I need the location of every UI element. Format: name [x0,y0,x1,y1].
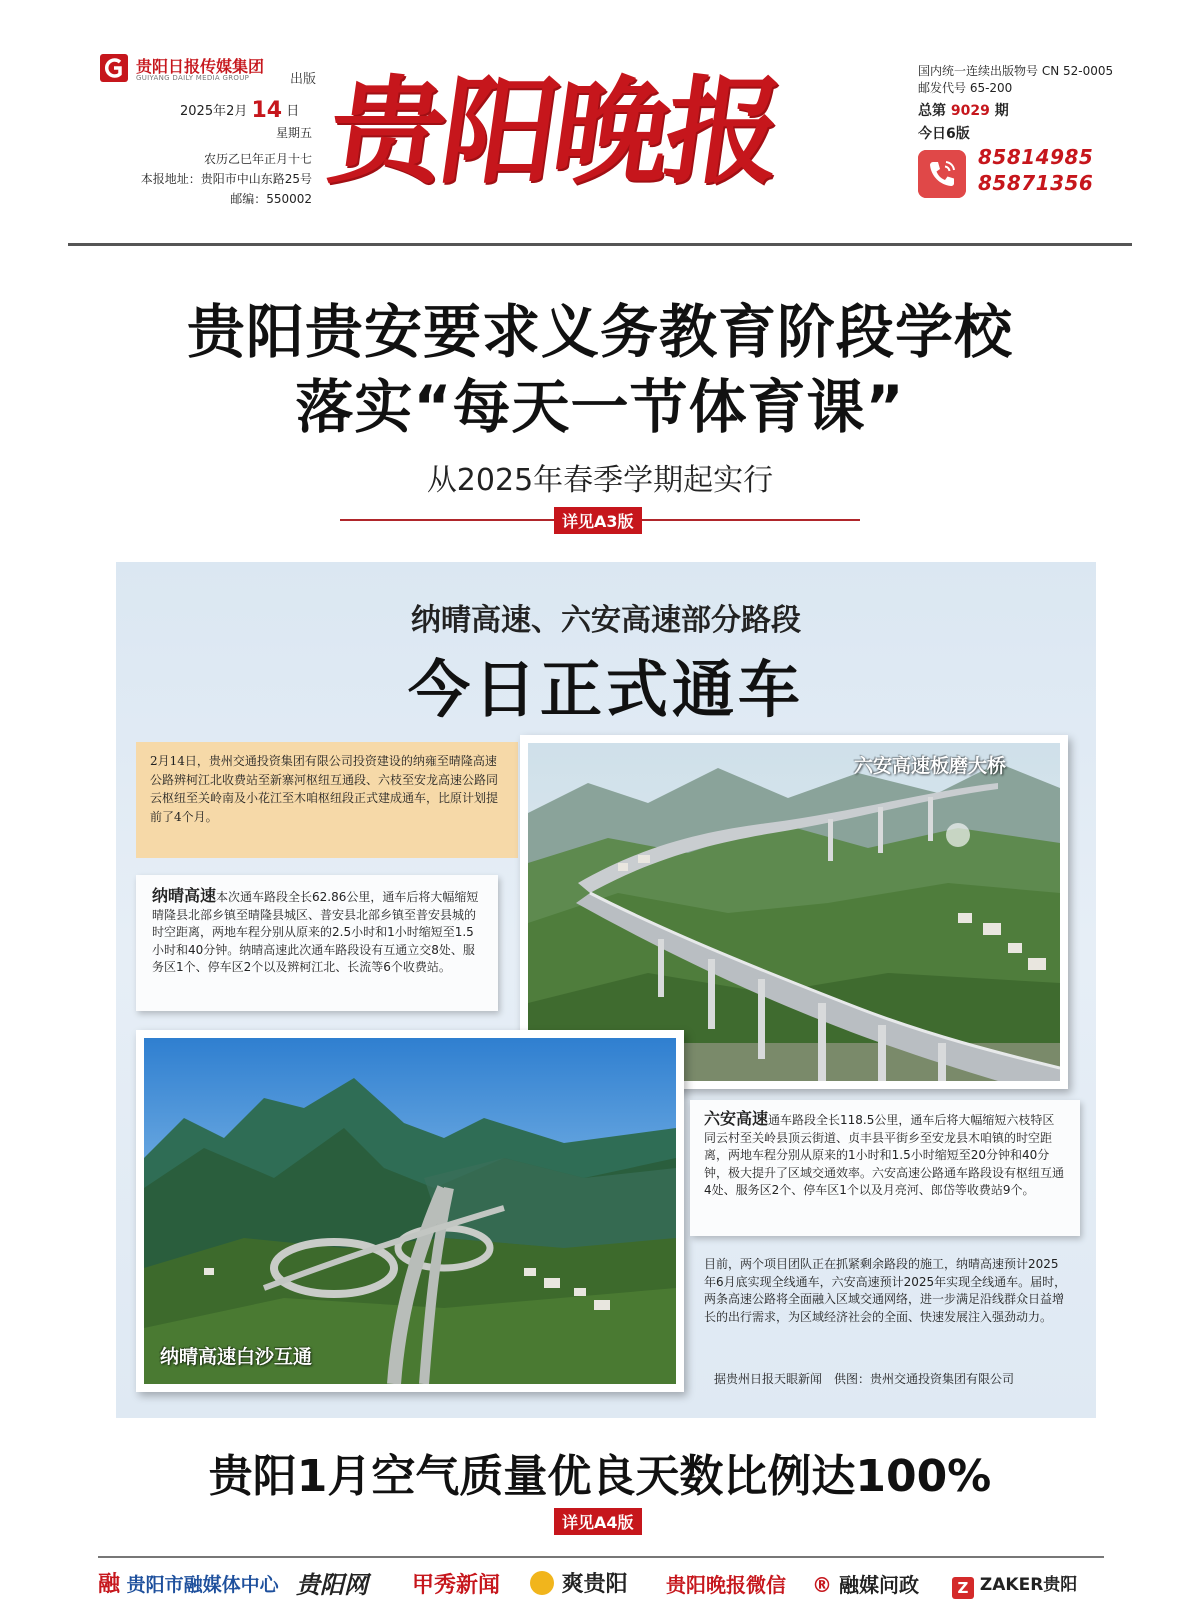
partner-shuang-guiyang[interactable]: 爽贵阳 [530,1568,628,1602]
naqing-text: 本次通车路段全长62.86公里，通车后将大幅缩短晴隆县北部乡镇至晴隆县城区、普安县北部乡镇至普安县城的时空距离，两地车程分别从原来的2.5小时和1小时缩短至1.5小时和40分钟。纳晴高速此次通车路段设有互通立交8处、服务区1个、停车区2个以及辨柯江北、长流等6个收费站。 [152,890,479,974]
issue-date [180,98,299,123]
interchange-photo-frame [136,1030,684,1392]
shuang-logo-icon [530,1571,554,1595]
source-credit: 据贵州日报天眼新闻 供图：贵州交通投资集团有限公司 [714,1372,1015,1386]
naqing-expressway-card [136,875,498,1011]
see-page-a3-link[interactable]: 详见A3版 [554,507,642,534]
date-day: 14 [251,98,283,123]
headline-line-1: 贵阳贵安要求义务教育阶段学校 [186,298,1013,366]
feature-kicker: 纳晴高速、六安高速部分路段 [411,603,801,638]
cn-number: 国内统一连续出版物号 CN 52-0005 [918,64,1114,78]
feature-title: 今日正式通车 [407,653,804,726]
subheadline: 从2025年春季学期起实行 [426,463,774,498]
naqing-interchange-photo [144,1038,676,1384]
liuan-keyword: 六安高速 [704,1109,769,1128]
lunar-date: 农历乙巳年正月十七 [203,152,312,166]
liuan-text: 通车路段全长118.5公里，通车后将大幅缩短六枝特区同云村至关岭县顶云街道、贞丰县平街乡至安龙县木咱镇的时空距离，两地车程分别从原来的1小时和1.5小时缩短至20分钟和40分钟，极大提升了区域交通效率。六安高速公路通车路段设有枢纽互通4处、服务区2个、停车区1个以及月亮河、郎岱等收费站9个。 [704,1113,1065,1197]
media-group-name: 贵阳日报传媒集团 [136,57,265,76]
hotline-2: 85871356 [978,171,1094,195]
bridge-photo-caption: 六安高速板磨大桥 [854,755,1007,777]
postal-distribution-code: 邮发代号 65-200 [918,81,1013,95]
office-address: 本报地址：贵阳市中山东路25号 [140,172,312,186]
date-prefix: 2025年2月 [180,104,248,119]
partner-zaker-guiyang[interactable]: Z ZAKER贵阳 [952,1568,1077,1602]
group-logo [98,52,318,84]
naqing-keyword: 纳晴高速 [152,886,217,905]
see-page-a4-link[interactable]: 详见A4版 [554,1508,642,1535]
interchange-photo-caption: 纳晴高速白沙互通 [160,1346,313,1368]
air-quality-headline: 贵阳1月空气质量优良天数比例达100% [208,1451,992,1502]
weekday: 星期五 [275,126,312,140]
footer-divider [98,1556,1104,1558]
rong-logo-icon: 融 [98,1572,121,1597]
partner-jiaxiu-news[interactable]: 甲秀新闻 [412,1572,501,1598]
zaker-logo-icon: Z [952,1577,974,1599]
phone-icon [918,150,966,198]
date-suffix: 日 [286,104,300,119]
headline-line-2: 落实“每天一节体育课” [295,373,905,441]
postcode: 邮编：550002 [230,192,312,206]
partner-rong-media-center[interactable]: 融 贵阳市融媒体中心 [98,1572,279,1597]
partner-wanbao-wechat[interactable]: 贵阳晚报微信 [666,1573,786,1597]
media-group-logo-icon [98,52,130,84]
partner-rongmei-wenzheng[interactable]: ® 融媒问政 [812,1573,919,1597]
issue-number: 总第 9029 期 [918,103,1009,119]
liuan-expressway-card [690,1100,1080,1236]
publish-label: 出版 [290,72,317,87]
feature-lead-paragraph: 2月14日，贵州交通投资集团有限公司投资建设的纳雍至晴隆高速公路辨柯江北收费站至新寨河枢纽互通段、六枝至安龙高速公路同云枢纽至关岭南及小花江至木咱枢纽段正式建成通车，比原计划提前了4个月。 [136,742,518,858]
wenzheng-logo-icon: ® [812,1573,832,1597]
partner-guiyang-net[interactable]: 贵阳网 [296,1571,368,1599]
media-group-name-en: GUIYANG DAILY MEDIA GROUP [136,74,250,82]
newspaper-title: 贵阳晚报 [320,64,788,200]
page-count: 今日6版 [918,126,970,142]
closing-paragraph: 目前，两个项目团队正在抓紧剩余路段的施工，纳晴高速预计2025年6月底实现全线通车，六安高速预计2025年实现全线通车。届时，两条高速公路将全面融入区域交通网络，进一步满足沿线群众日益增长的出行需求，为区域经济社会的全面、快速发展注入强劲动力。 [704,1257,1067,1324]
hotline-1: 85814985 [978,145,1094,169]
masthead-divider [68,243,1132,246]
